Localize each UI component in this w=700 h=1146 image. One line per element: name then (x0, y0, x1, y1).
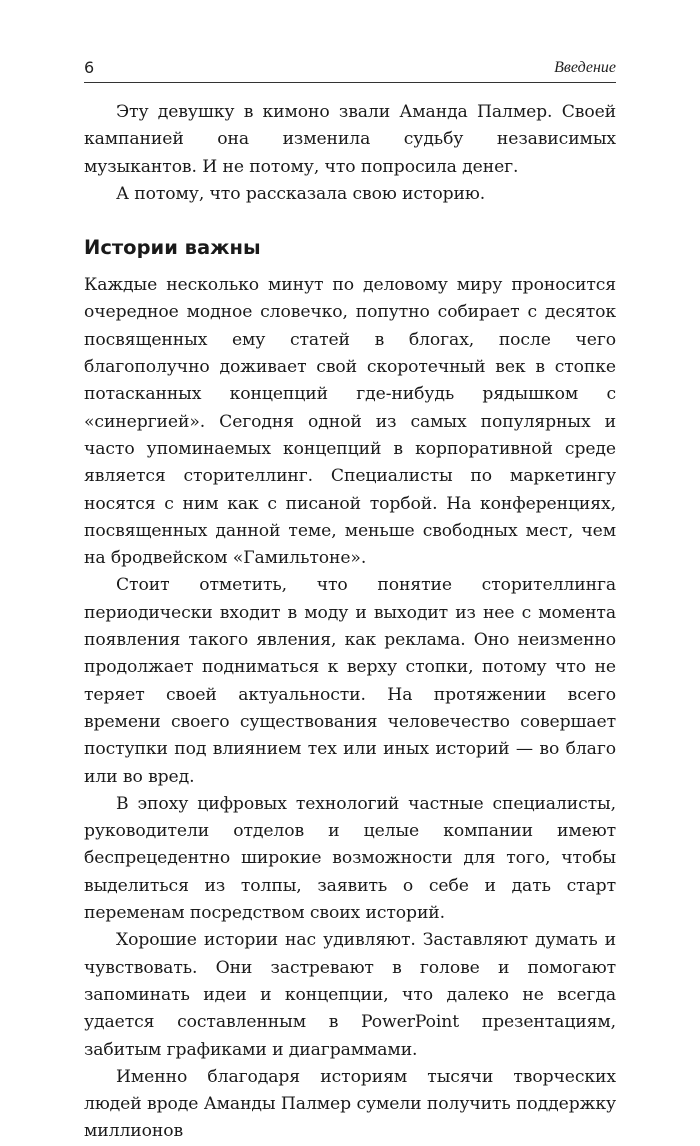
body-text (84, 99, 616, 1146)
section-heading: Истории важны (84, 236, 261, 260)
paragraph: Эту девушку в кимоно звали Аманда Палмер. Своей кампанией она изменила судьбу независимых музыкантов. И не потому, что попросила денег. (84, 102, 616, 177)
paragraph: Хорошие истории нас удивляют. Заставляют думать и чувствовать. Они застревают в голове и помогают запоминать идеи и концепции, что далеко не всегда удается составленным в PowerPoint презентациям, забитым графиками и диаграммами. (84, 930, 616, 1060)
paragraph: Именно благодаря историям тысячи творческих людей вроде Аманды Палмер сумели получить поддержку миллионов (84, 1066, 616, 1142)
paragraph: Каждые несколько минут по деловому миру проносится очередное модное словечко, попутно собирает с десяток посвященных ему статей в блогах, после чего благополучно доживает свой скоротечный век в стопке потасканных концепций где-нибудь рядышком с «синергией». Сегодня одной из самых популярных и часто упоминаемых концепций в корпоративной среде является сторителлинг. Специалисты по маркетингу носятся с ним как с писаной торбой. На конференциях, посвященных данной теме, меньше свободных мест, чем на бродвейском «Гамильтоне». (84, 275, 616, 569)
running-header (84, 56, 616, 83)
page-number: 6 (84, 58, 95, 77)
paragraph: А потому, что рассказала свою историю. (116, 183, 486, 204)
paragraph: Стоит отметить, что понятие сторителлинга периодически входит в моду и выходит из нее с момента появления такого явления, как реклама. Оно неизменно продолжает подниматься к верху стопки, потому что не теряет своей актуальности. На протяжении всего времени своего существования человечество совершает поступки под влиянием тех или иных историй — во благо или во вред. (84, 575, 616, 787)
paragraph: В эпоху цифровых технологий частные специалисты, руководители отделов и целые компании имеют беспрецедентно широкие возможности для того, чтобы выделиться из толпы, заявить о себе и дать старт переменам посредством своих историй. (84, 793, 616, 924)
book-page (84, 56, 616, 1146)
chapter-title: Введение (554, 59, 616, 76)
